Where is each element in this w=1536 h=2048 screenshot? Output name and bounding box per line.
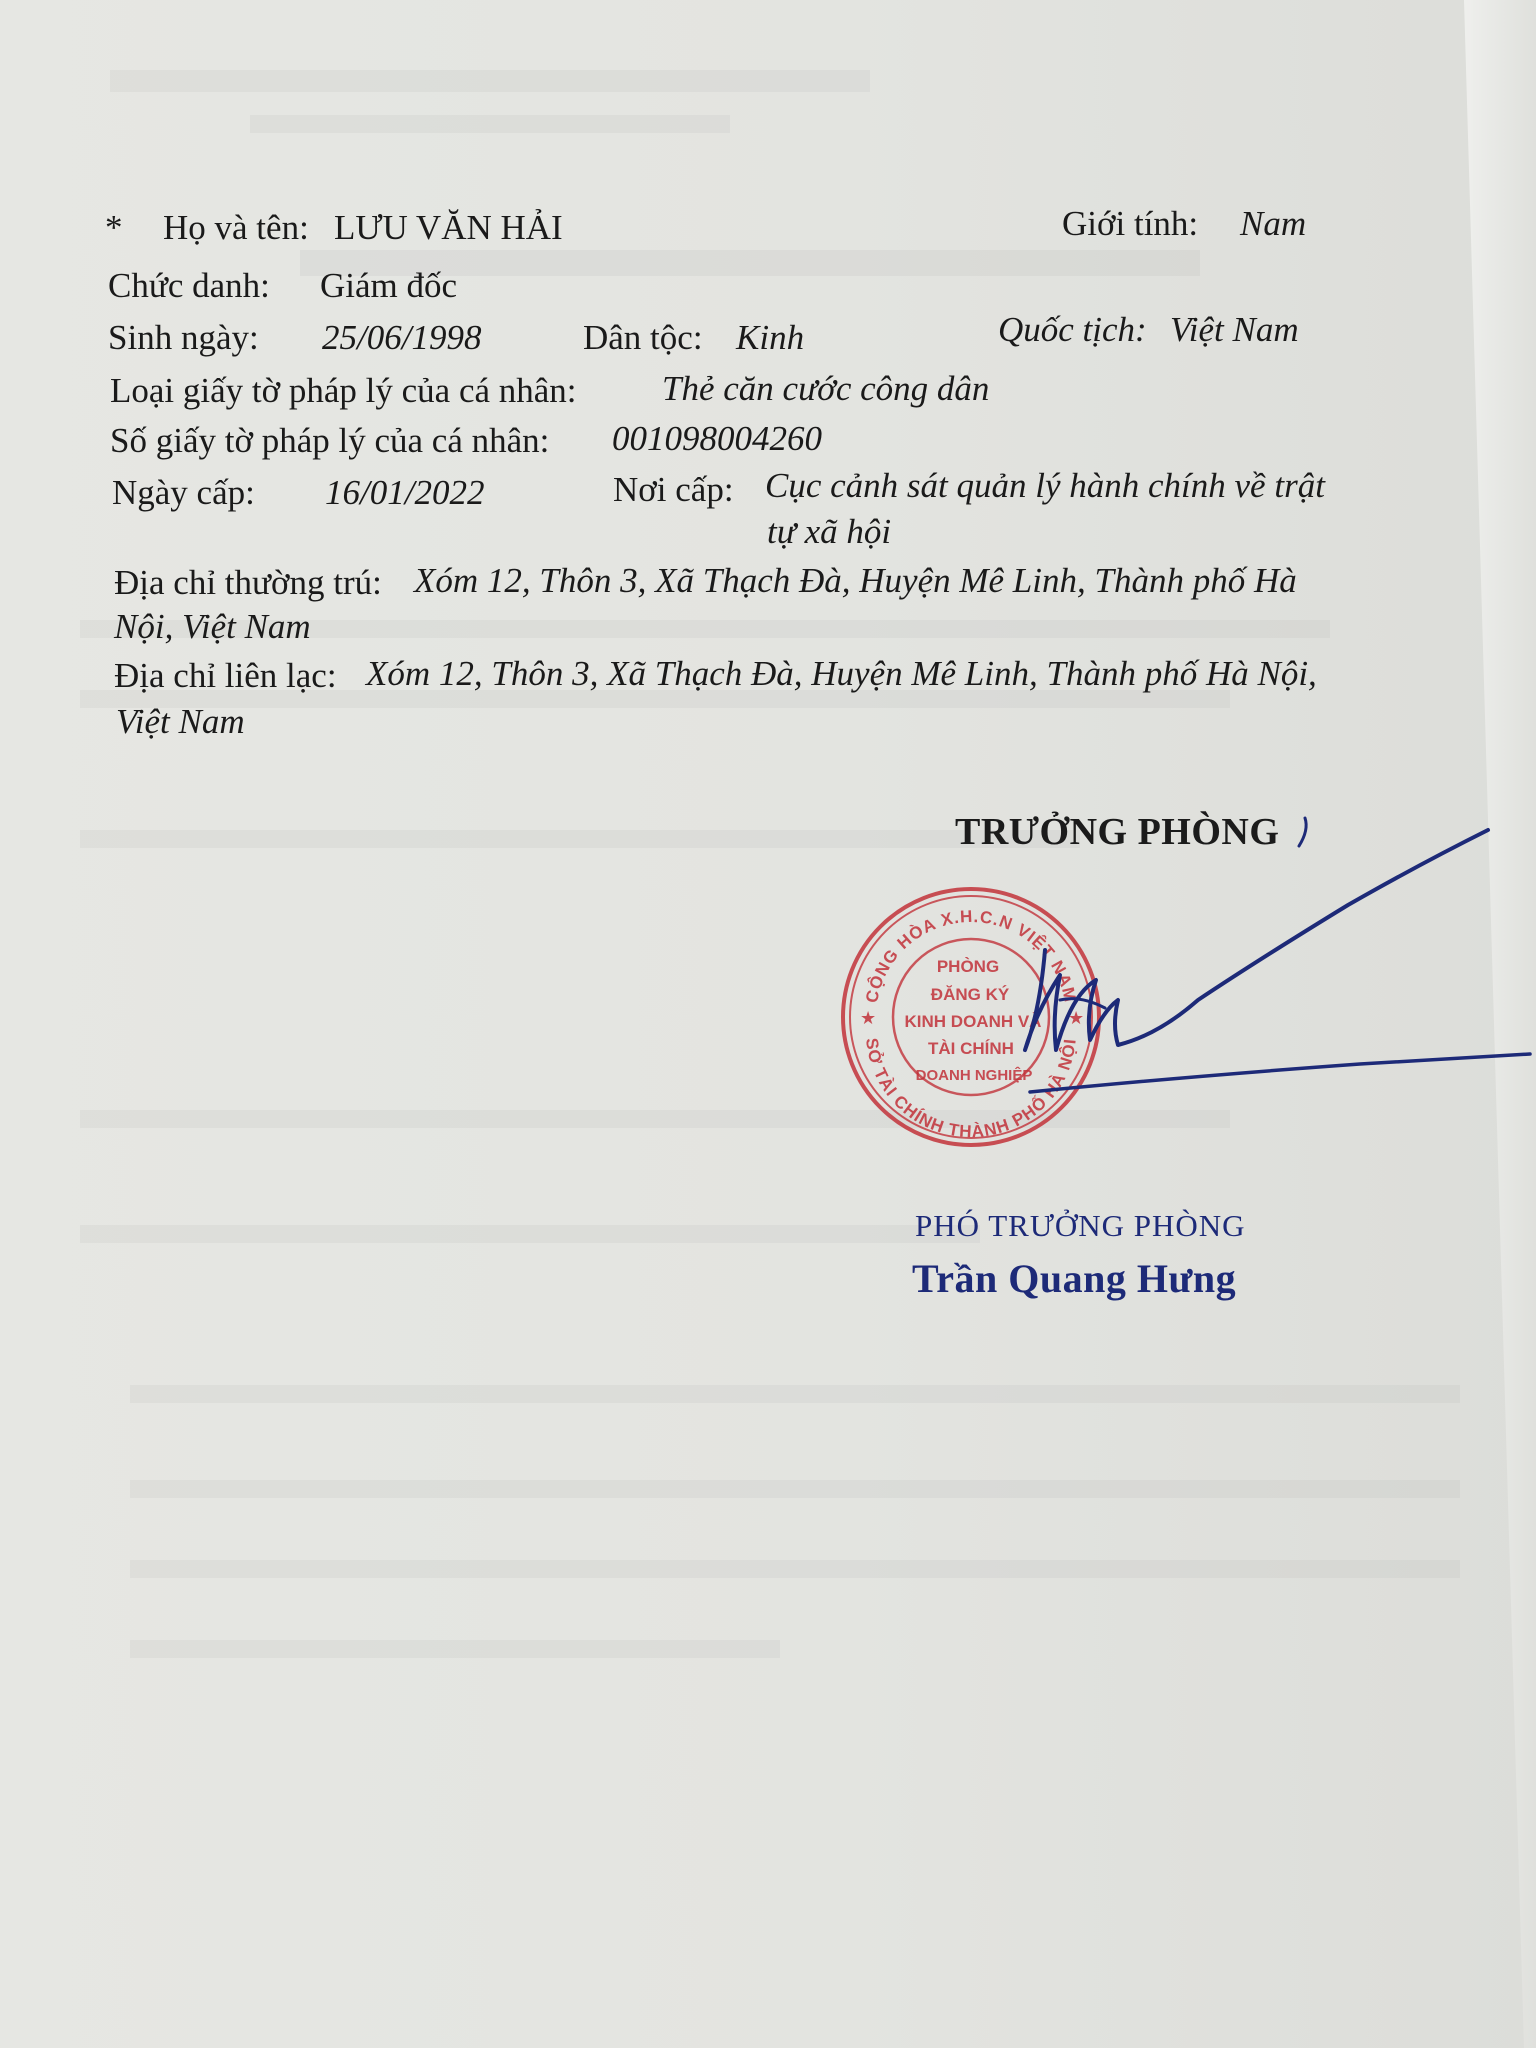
issue-place-value-line1: Cục cảnh sát quản lý hành chính về trật <box>765 466 1325 505</box>
seal-outer-text: CỘNG HÒA X.H.C.N VIỆT NAM <box>862 906 1080 1005</box>
permanent-address-line1: Xóm 12, Thôn 3, Xã Thạch Đà, Huyện Mê Linh, Thành phố Hà <box>414 561 1297 600</box>
dob-value: 25/06/1998 <box>322 318 482 357</box>
ethnicity-value: Kinh <box>736 318 805 357</box>
permanent-address-line2: Nội, Việt Nam <box>114 607 311 646</box>
seal-outer-bottom-text: SỞ TÀI CHÍNH THÀNH PHỐ HÀ NỘI <box>862 1036 1080 1142</box>
nationality-value: Việt Nam <box>1170 310 1299 349</box>
signature-heading: TRƯỞNG PHÒNG <box>955 811 1280 853</box>
id-number-value: 001098004260 <box>612 419 822 458</box>
contact-address-line1: Xóm 12, Thôn 3, Xã Thạch Đà, Huyện Mê Linh, Thành phố Hà Nội, <box>366 654 1317 693</box>
title-label: Chức danh: <box>108 266 270 305</box>
seal-line-5: DOANH NGHIỆP <box>915 1067 1033 1084</box>
signer-name: Trần Quang Hưng <box>912 1256 1237 1301</box>
contact-address-line2: Việt Nam <box>116 702 245 741</box>
issue-date-value: 16/01/2022 <box>325 473 485 512</box>
signer-role: PHÓ TRƯỞNG PHÒNG <box>915 1208 1246 1243</box>
name-value: LƯU VĂN HẢI <box>334 208 563 247</box>
bullet: * <box>105 208 123 247</box>
seal-line-1: PHÒNG <box>936 957 1000 976</box>
name-label: Họ và tên: <box>163 208 309 247</box>
issue-date-label: Ngày cấp: <box>112 473 255 512</box>
issue-place-label: Nơi cấp: <box>613 470 734 509</box>
permanent-address-label: Địa chỉ thường trú: <box>114 563 382 602</box>
seal-line-2: ĐĂNG KÝ <box>930 985 1010 1004</box>
contact-address-label: Địa chỉ liên lạc: <box>114 656 337 695</box>
dob-label: Sinh ngày: <box>108 318 259 357</box>
id-type-label: Loại giấy tờ pháp lý của cá nhân: <box>110 371 577 410</box>
svg-text:★: ★ <box>860 1008 877 1028</box>
ethnicity-label: Dân tộc: <box>583 318 703 357</box>
nationality-label: Quốc tịch: <box>998 310 1147 349</box>
gender-value: Nam <box>1240 204 1307 243</box>
id-type-value: Thẻ căn cước công dân <box>662 369 990 408</box>
id-number-label: Số giấy tờ pháp lý của cá nhân: <box>110 421 550 460</box>
official-seal <box>836 882 1106 1152</box>
seal-line-4: TÀI CHÍNH <box>928 1039 1014 1058</box>
gender-label: Giới tính: <box>1062 204 1199 243</box>
title-value: Giám đốc <box>320 266 458 305</box>
issue-place-value-line2: tự xã hội <box>767 512 892 551</box>
seal-line-3: KINH DOANH VÀ <box>904 1012 1042 1031</box>
svg-text:★: ★ <box>1068 1008 1085 1028</box>
